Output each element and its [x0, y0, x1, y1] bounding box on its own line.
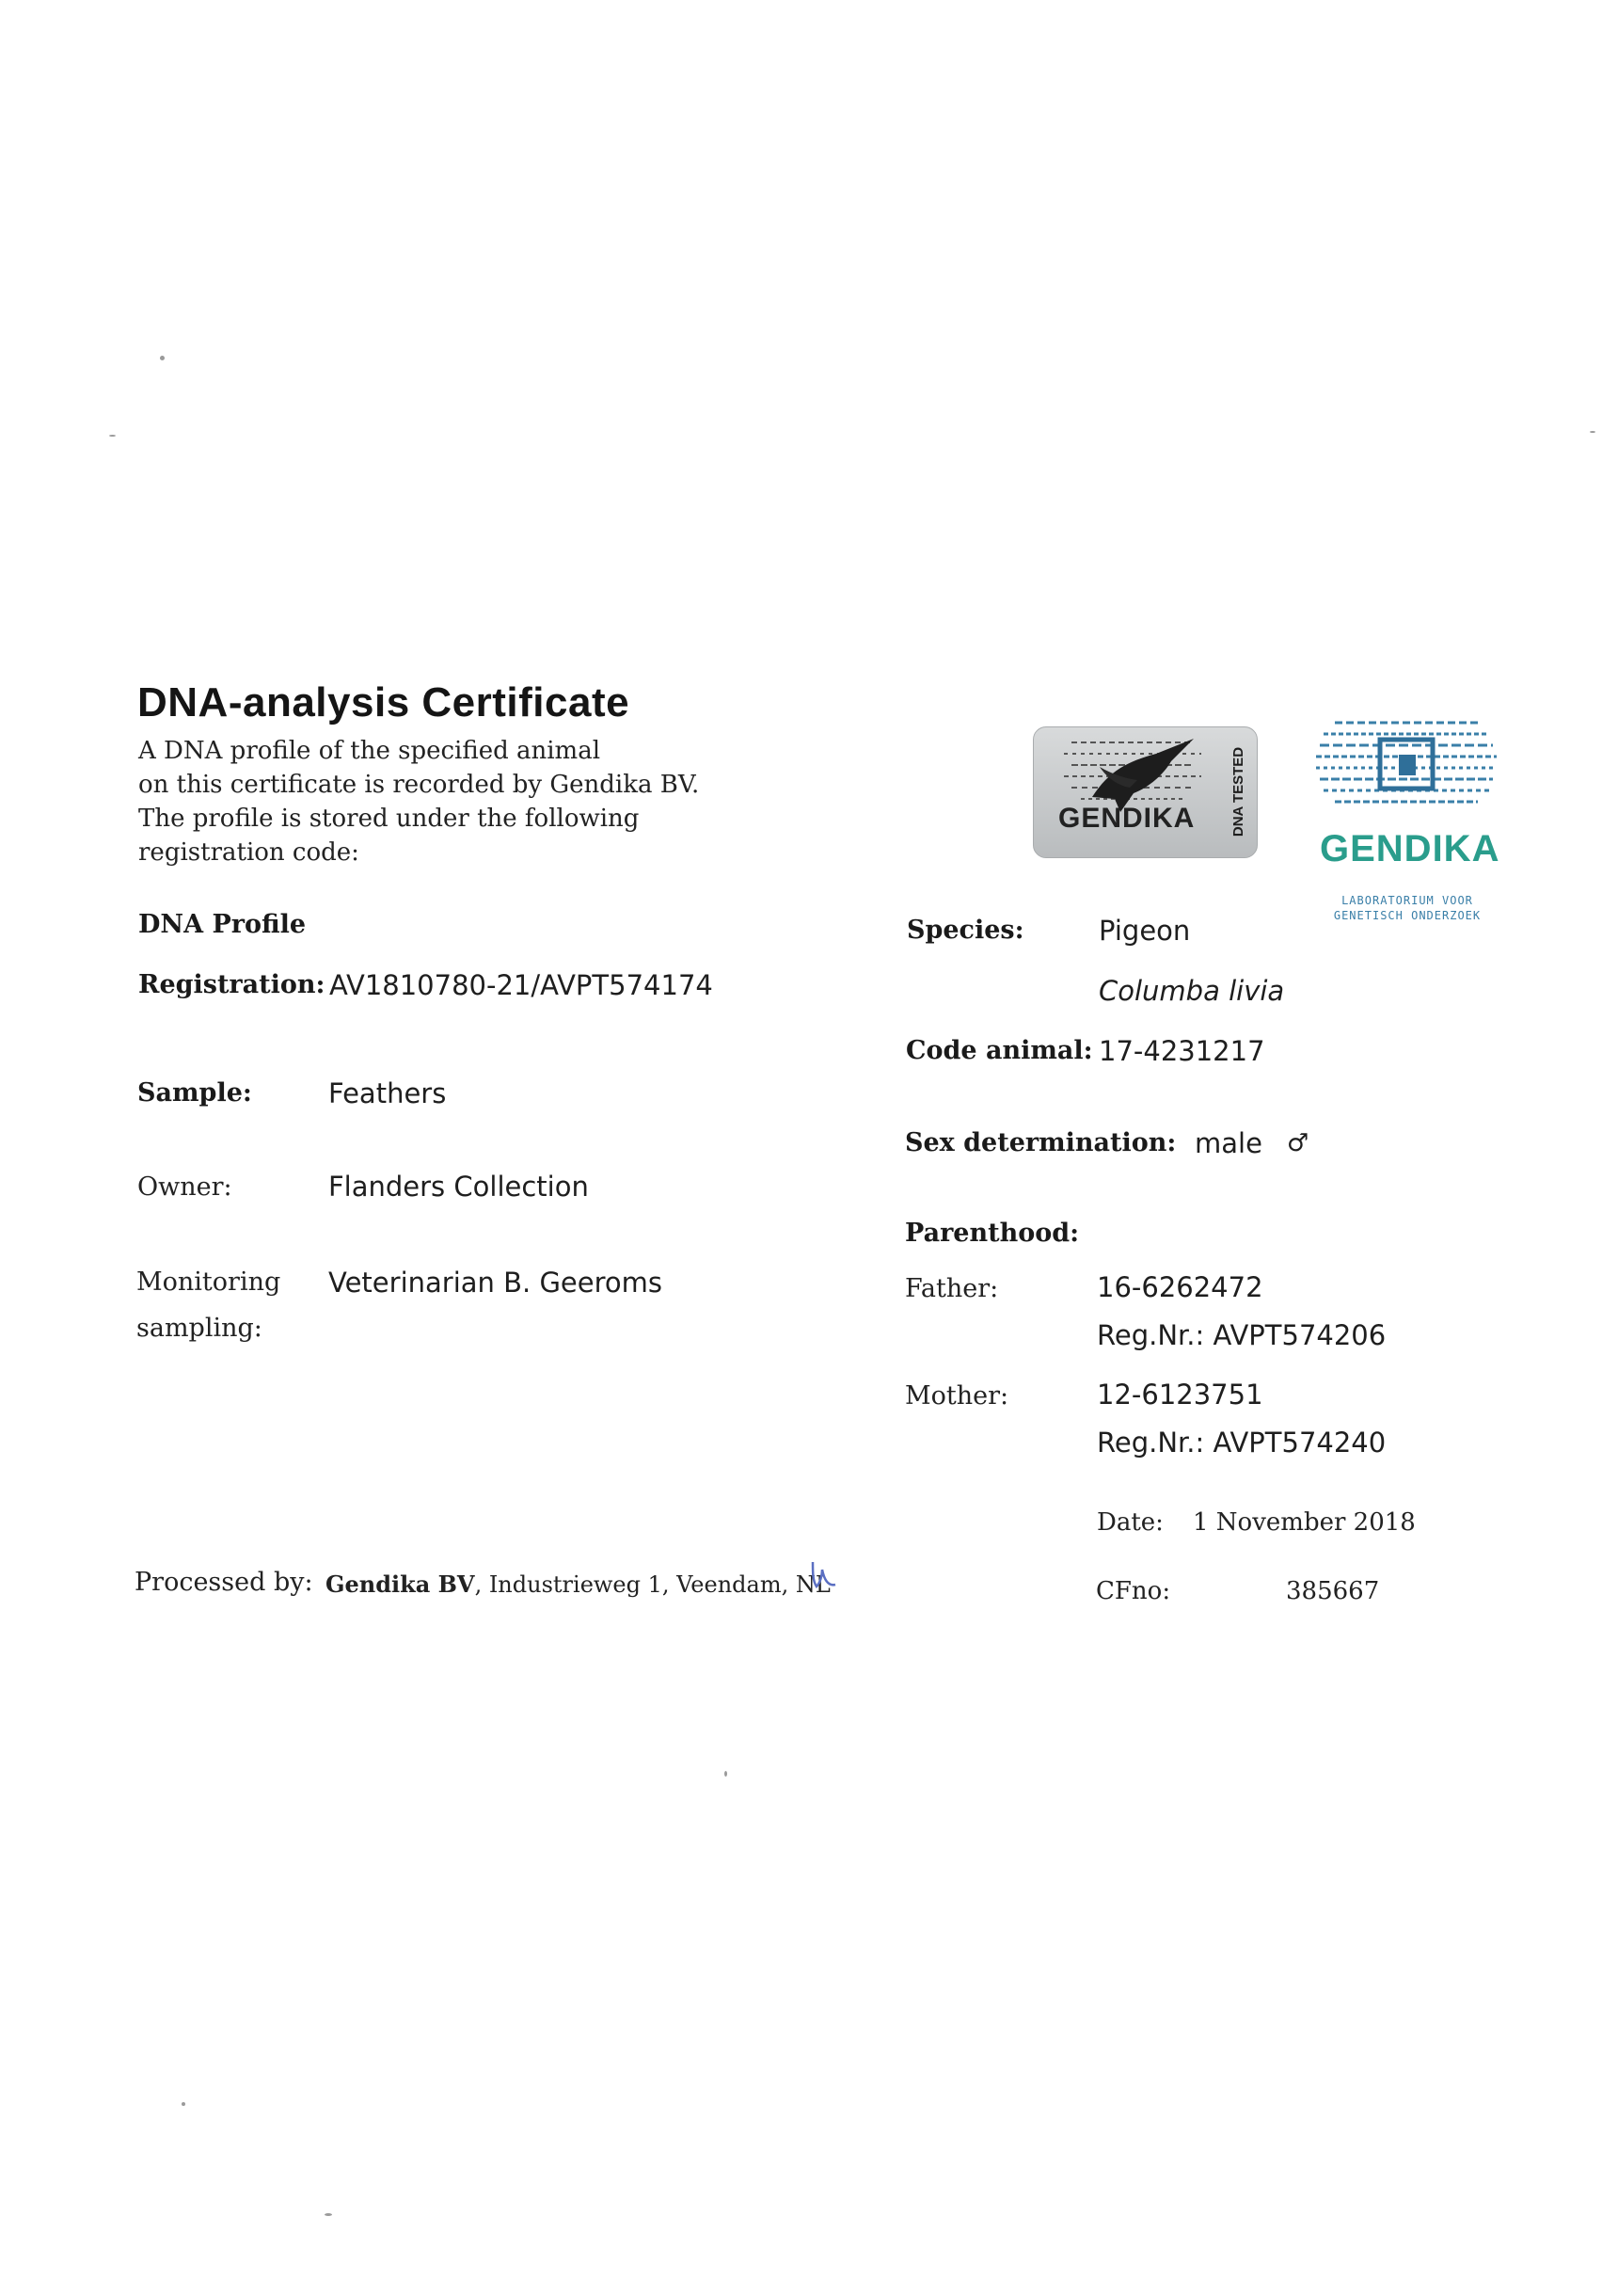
monitoring-label-2: sampling: [136, 1314, 262, 1343]
father-code: 16-6262472 [1097, 1271, 1263, 1303]
sample-label: Sample: [137, 1078, 252, 1108]
sample-value: Feathers [328, 1077, 447, 1109]
certificate-title: DNA-analysis Certificate [137, 679, 630, 725]
gendika-lab-logo [1312, 717, 1500, 924]
species-label: Species: [907, 916, 1024, 945]
male-symbol-icon: ♂ [1287, 1129, 1309, 1157]
intro-line: The profile is stored under the following [138, 805, 640, 833]
mother-reg: Reg.Nr.: AVPT574240 [1097, 1427, 1387, 1459]
scan-speck [182, 2102, 185, 2106]
processed-by-label: Processed by: [135, 1568, 313, 1597]
scan-speck [724, 1771, 727, 1777]
badge-tested-text: DNA TESTED [1230, 746, 1247, 837]
handwritten-initial-mark [807, 1556, 839, 1594]
species-latin: Columba livia [1099, 975, 1285, 1007]
gendika-lab-sub2: GENETISCH ONDERZOEK [1333, 909, 1482, 922]
code-animal-value: 17-4231217 [1099, 1035, 1265, 1067]
sex-value: male [1195, 1127, 1262, 1159]
monitoring-value: Veterinarian B. Geeroms [328, 1267, 662, 1299]
dna-profile-heading: DNA Profile [138, 910, 307, 939]
mother-code: 12-6123751 [1097, 1379, 1263, 1411]
gendika-lab-name: GENDIKA [1320, 828, 1500, 869]
badge-tested-wrap [1225, 741, 1253, 842]
sex-label: Sex determination: [905, 1128, 1177, 1157]
dna-grid-icon [1312, 717, 1500, 821]
father-reg: Reg.Nr.: AVPT574206 [1097, 1319, 1387, 1351]
badge-brand-text: GENDIKA [1058, 803, 1196, 834]
father-label: Father: [905, 1274, 999, 1303]
intro-line: registration code: [138, 838, 359, 867]
scan-speck [325, 2213, 332, 2216]
parenthood-label: Parenthood: [905, 1219, 1080, 1248]
scan-speck [160, 356, 165, 360]
registration-value: AV1810780-21/AVPT574174 [329, 969, 713, 1001]
monitoring-label: Monitoring [136, 1268, 281, 1297]
cfno-label: CFno: [1096, 1577, 1171, 1605]
gendika-lab-sub1: LABORATORIUM VOOR [1341, 894, 1473, 907]
registration-label: Registration: [138, 970, 325, 999]
processed-address: , Industrieweg 1, Veendam, NL [474, 1571, 831, 1598]
dna-tested-badge-logo [1033, 726, 1258, 858]
species-value: Pigeon [1099, 915, 1191, 947]
owner-label: Owner: [137, 1172, 232, 1202]
processed-company: Gendika BV [325, 1571, 475, 1598]
cfno-value: 385667 [1286, 1577, 1380, 1605]
scan-speck [1590, 431, 1595, 433]
date-label: Date: [1097, 1508, 1164, 1537]
intro-text [138, 734, 703, 869]
date-value: 1 November 2018 [1193, 1508, 1416, 1537]
intro-line: A DNA profile of the specified animal [138, 737, 601, 765]
mother-label: Mother: [905, 1381, 1009, 1411]
intro-line: on this certificate is recorded by Gendika BV. [138, 771, 700, 799]
scan-speck [109, 435, 116, 437]
processed-by-text [325, 1571, 831, 1598]
code-animal-label: Code animal: [906, 1036, 1093, 1065]
owner-value: Flanders Collection [328, 1171, 589, 1203]
